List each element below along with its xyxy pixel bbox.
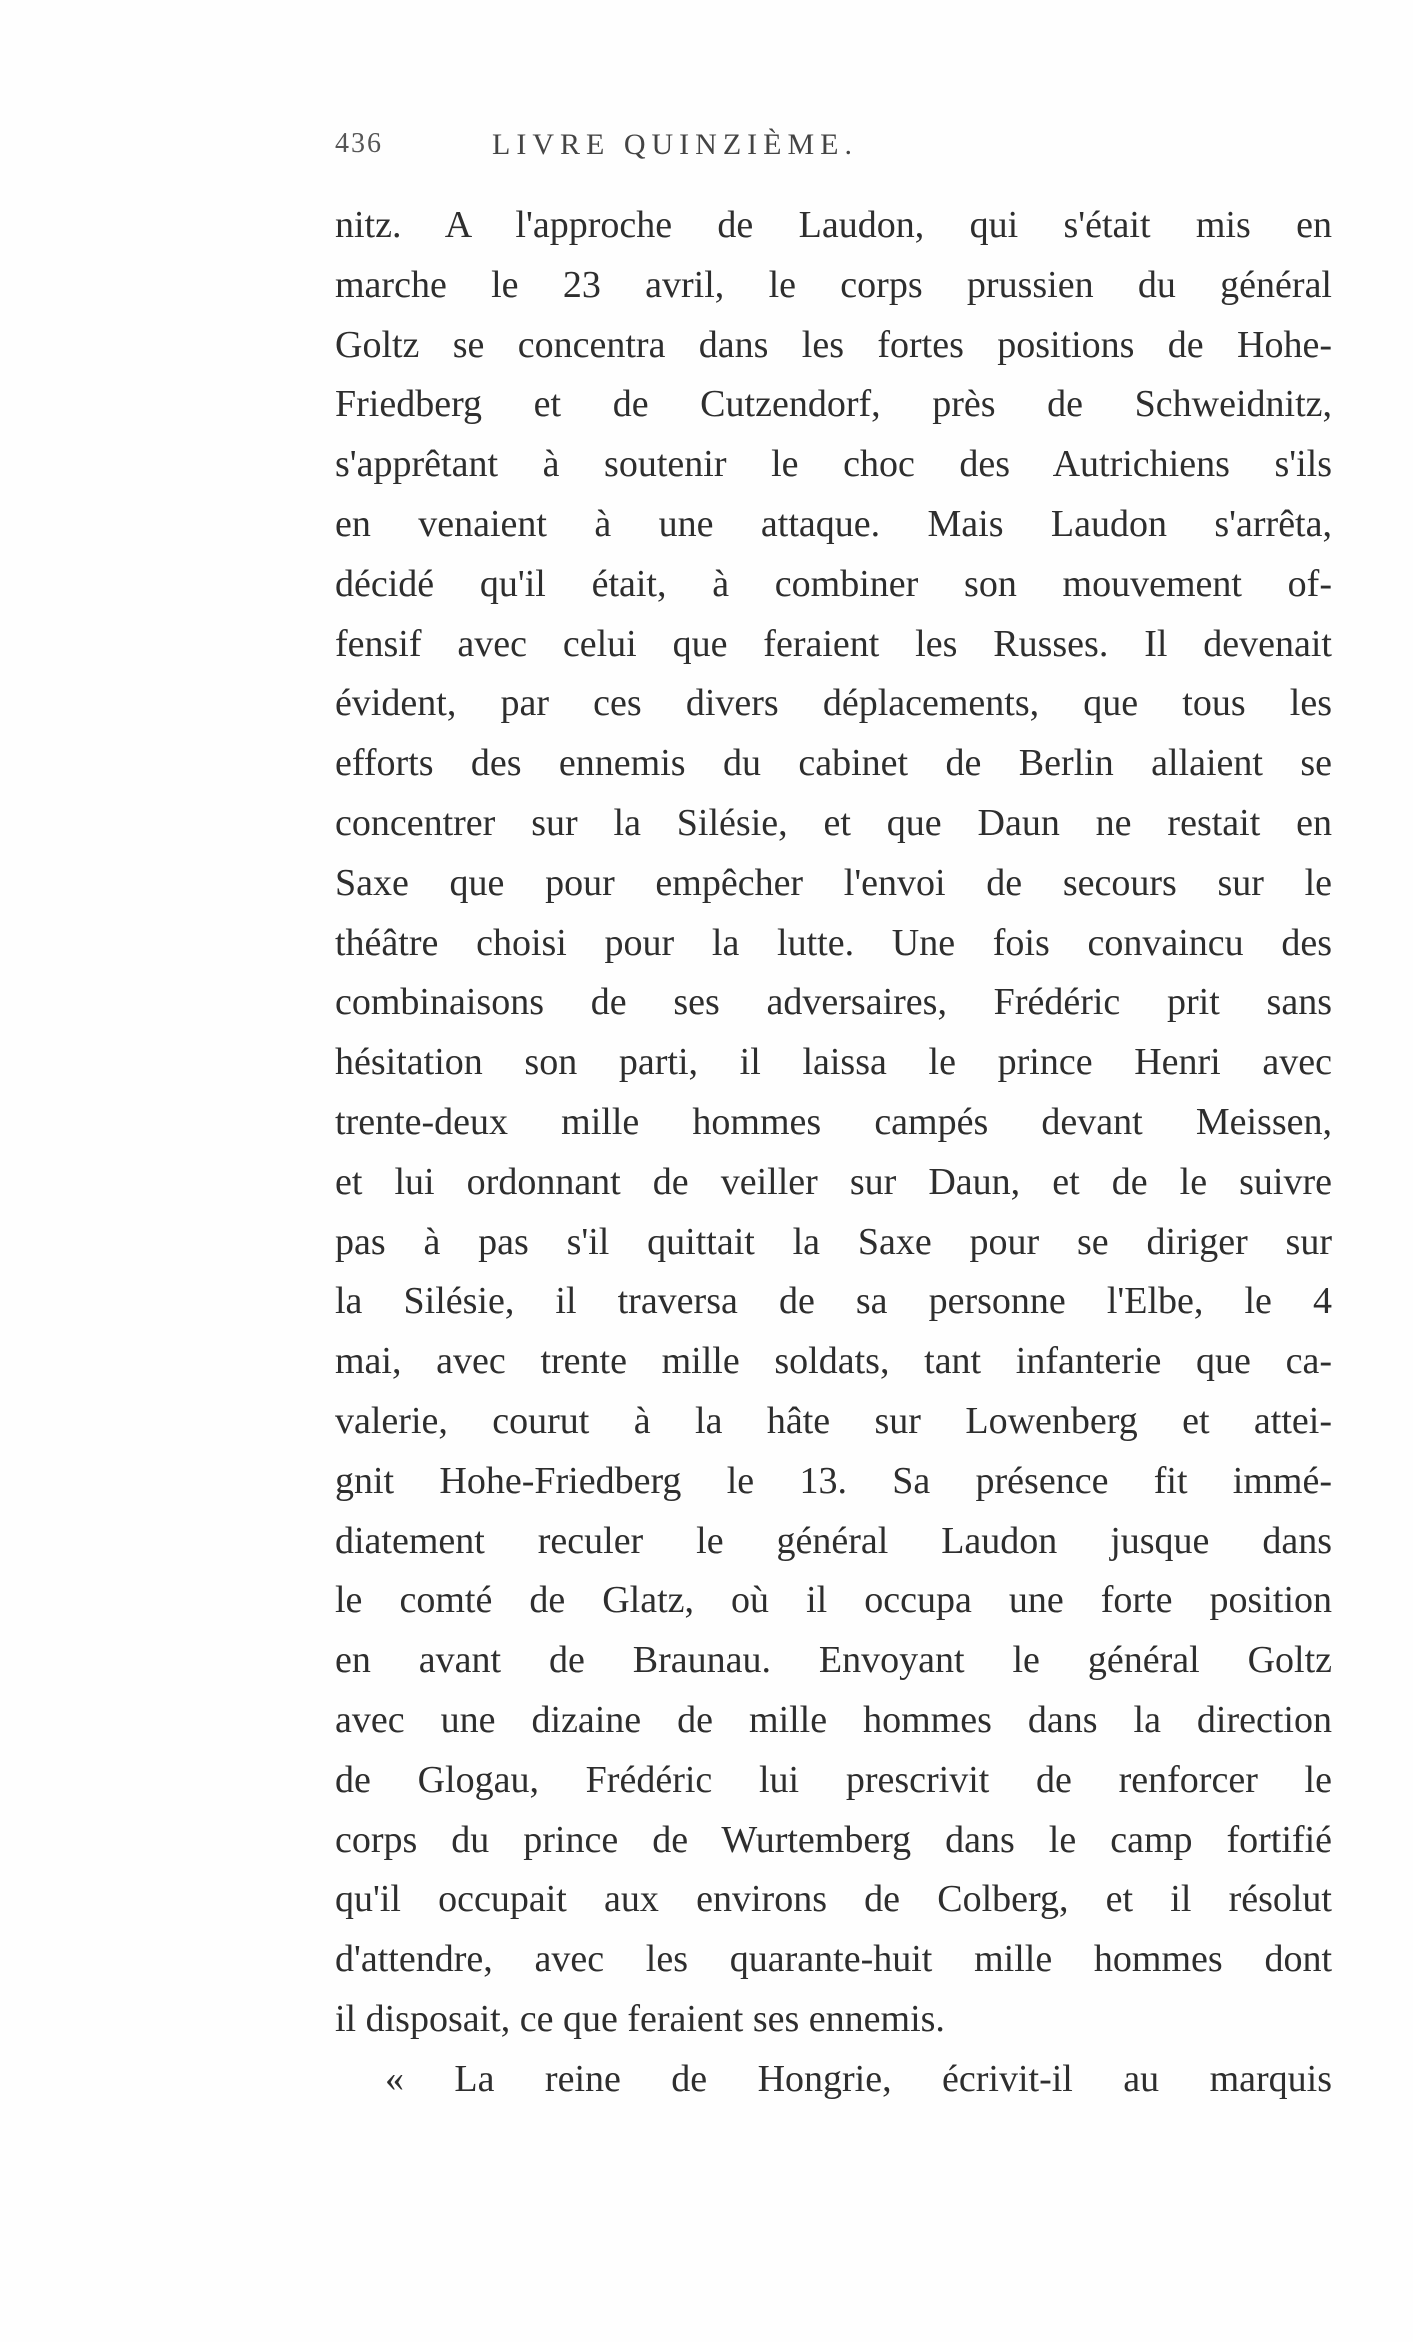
text-line: avec une dizaine de mille hommes dans la direction [335, 1698, 1332, 1741]
text-line: Friedberg et de Cutzendorf, près de Schweidnitz, [335, 383, 1332, 426]
text-line: en avant de Braunau. Envoyant le général Goltz [335, 1639, 1332, 1682]
text-line: Goltz se concentra dans les fortes positions de Hohe- [335, 323, 1332, 366]
text-line: valerie, courut à la hâte sur Lowenberg et attei- [335, 1399, 1332, 1442]
paragraph-start-line: « La reine de Hongrie, écrivit-il au marquis [385, 2057, 1332, 2100]
text-line: s'apprêtant à soutenir le choc des Autrichiens s'ils [335, 443, 1332, 486]
text-body [335, 196, 1332, 2110]
text-line: nitz. A l'approche de Laudon, qui s'était mis en [335, 204, 1332, 246]
text-line: évident, par ces divers déplacements, que tous les [335, 682, 1332, 725]
text-line: la Silésie, il traversa de sa personne l'Elbe, le 4 [335, 1280, 1332, 1323]
text-line: de Glogau, Frédéric lui prescrivit de renforcer le [335, 1758, 1332, 1801]
text-line: marche le 23 avril, le corps prussien du général [335, 263, 1332, 306]
text-line: trente-deux mille hommes campés devant Meissen, [335, 1100, 1332, 1143]
text-line: le comté de Glatz, où il occupa une forte position [335, 1579, 1332, 1622]
text-line: mai, avec trente mille soldats, tant infanterie que ca- [335, 1340, 1332, 1383]
text-line: et lui ordonnant de veiller sur Daun, et de le suivre [335, 1160, 1332, 1203]
text-line: corps du prince de Wurtemberg dans le camp fortifié [335, 1818, 1332, 1861]
text-line: théâtre choisi pour la lutte. Une fois convaincu des [335, 921, 1332, 964]
text-line: qu'il occupait aux environs de Colberg, et il résolut [335, 1878, 1332, 1921]
text-line: en venaient à une attaque. Mais Laudon s'arrêta, [335, 502, 1332, 545]
text-line: d'attendre, avec les quarante-huit mille hommes dont [335, 1938, 1332, 1981]
text-line: fensif avec celui que feraient les Russes. Il devenait [335, 622, 1332, 665]
text-line: pas à pas s'il quittait la Saxe pour se diriger sur [335, 1220, 1332, 1263]
running-title: LIVRE QUINZIÈME. [492, 128, 858, 161]
page-number: 436 [335, 128, 383, 159]
text-line: efforts des ennemis du cabinet de Berlin allaient se [335, 742, 1332, 785]
page-header [335, 128, 1035, 168]
text-line: hésitation son parti, il laissa le prince Henri avec [335, 1041, 1332, 1084]
text-line: gnit Hohe-Friedberg le 13. Sa présence fit immé- [335, 1459, 1332, 1502]
text-line: décidé qu'il était, à combiner son mouvement of- [335, 562, 1332, 605]
text-line: combinaisons de ses adversaires, Frédéric prit sans [335, 981, 1332, 1024]
text-line: concentrer sur la Silésie, et que Daun ne restait en [335, 801, 1332, 844]
paragraph-end-line: il disposait, ce que feraient ses ennemis. [335, 1997, 945, 2040]
text-line: diatement reculer le général Laudon jusque dans [335, 1519, 1332, 1562]
text-line: Saxe que pour empêcher l'envoi de secours sur le [335, 861, 1332, 904]
